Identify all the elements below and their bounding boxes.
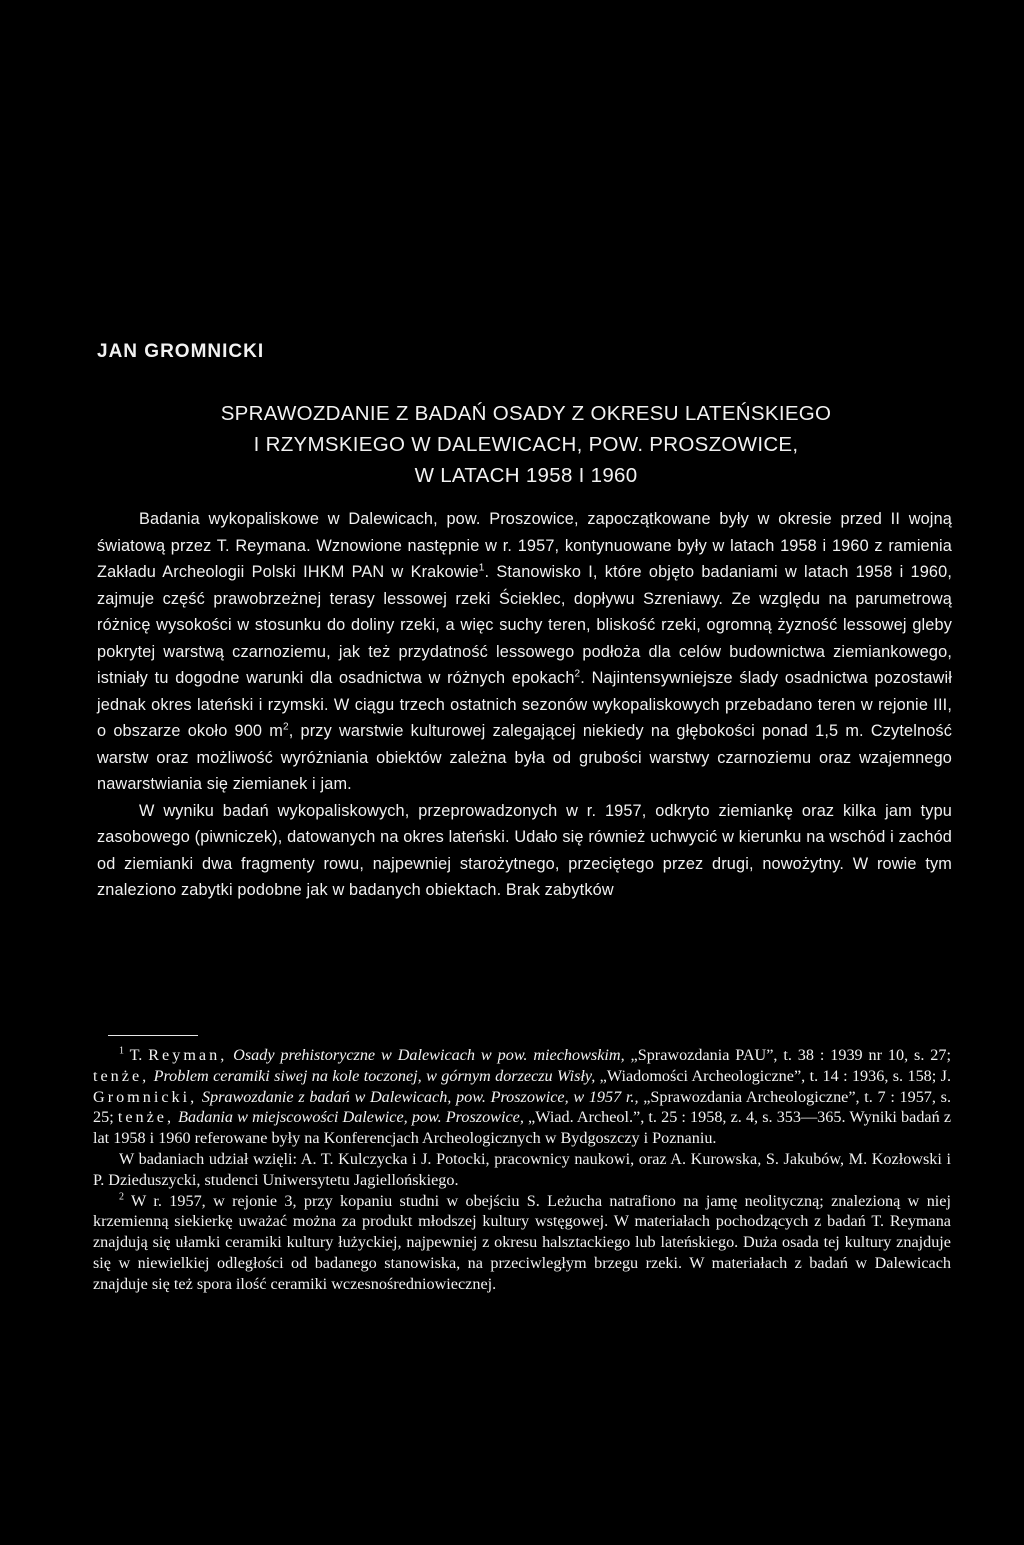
citation-title: Badania w miejscowości Dalewice, pow. Proszowice, (174, 1108, 524, 1127)
footnote-text-run: „Sprawozdania Archeologiczne”, t. 7 : 1957, s. 25; (93, 1087, 951, 1127)
citation-title: Sprawozdanie z badań w Dalewicach, pow. Proszowice, w 1957 r., (197, 1087, 639, 1106)
footnote-text-run: T. (124, 1046, 149, 1064)
citation-title: Problem ceramiki siwej na kole toczonej, w górnym dorzeczu Wisły, (149, 1066, 596, 1085)
body-paragraph-2: W wyniku badań wykopaliskowych, przeprowadzonych w r. 1957, odkryto ziemiankę oraz kilka jam typu zasobowego (piwniczek), datowanych na okres lateński. Udało się również uchwycić w kierunku na wschód i zachód od ziemianki dwa fragmenty rowu, najpewniej starożytnego, przeciętego przez drugi, nowożytny. W rowie tym znaleziono zabytki podobne jak w badanych obiektach. Brak zabytków (97, 801, 952, 899)
footnote-ref-1: 1 (478, 562, 485, 574)
spaced-author-name: tenże, (117, 1108, 175, 1127)
spaced-author-name: tenże, (93, 1066, 150, 1085)
footnote-text-run: „Wiad. Archeol.”, t. 25 : 1958, z. 4, s. 353—365. Wyniki badań z lat 1958 i 1960 referowane były na Konferencjach Archeologicznych w Bydgoszczy i Poznaniu. (93, 1108, 952, 1148)
spaced-author-name: Gromnicki, (93, 1087, 198, 1106)
title-line-3: W LATACH 1958 I 1960 (414, 464, 638, 487)
footnote-text-run: W r. 1957, w rejonie 3, przy kopaniu studni w obejściu S. Leżucha natrafiono na jamę neolityczną; znalezioną w niej krzemienną siekierkę uważać można za produkt młodszej kultury wstęgowej. W materiałach pochodzących z badań T. Reymana znajdują się ułamki ceramiki kultury łużyckiej, najpewniej z okresu halsztackiego lub lateńskiego. Duża osada tej kultury znajduje się w niewielkiej odległości od badanego stanowiska, na przeciwległym brzegu rzeki. W materiałach z badań w Dalewicach znajduje się też spora ilość ceramiki wczesnośredniowiecznej. (93, 1191, 951, 1293)
footnote-number: 2 (119, 1191, 124, 1203)
footnote-separator (108, 1035, 198, 1036)
footnotes (93, 1045, 951, 1295)
spaced-author-name: Reyman, (148, 1046, 228, 1064)
footnote-1-continuation: W badaniach udział wzięli: A. T. Kulczycka i J. Potocki, pracownicy naukowi, oraz A. Kurowska, S. Jakubów, M. Kozłowski i P. Dzieduszycki, studenci Uniwersytetu Jagiellońskiego. (93, 1149, 951, 1189)
footnote-text-run: „Sprawozdania PAU”, t. 38 : 1939 nr 10, s. 27; (624, 1046, 951, 1064)
superscript-square: 2 (282, 721, 289, 733)
body-text-run: Badania wykopaliskowe w Dalewicach, pow. Proszowice, zapoczątkowane były w okresie przed II wojną światową przez T. Reymana. Wznowione następnie w r. 1957, kontynuowane były w latach 1958 i 1960 z ramienia Zakładu Archeologii Polski IHKM PAN w Krakowie (97, 510, 952, 581)
body-text-run: , przy warstwie kulturowej zalegającej niekiedy na głębokości ponad 1,5 m. Czytelność warstw oraz możliwość wyróżniania obiektów zależna była od grubości warstwy czarnoziemu oraz wzajemnego nawarstwiania się ziemianek i jam. (97, 722, 952, 793)
footnote-2 (93, 1191, 951, 1295)
author-name: JAN GROMNICKI (97, 341, 265, 362)
footnote-text-run: „Wiadomości Archeologiczne”, t. 14 : 1936, s. 158; J. (595, 1066, 951, 1085)
main-text (97, 506, 952, 904)
footnote-1 (93, 1045, 951, 1149)
citation-title: Osady prehistoryczne w Dalewicach w pow. miechowskim, (227, 1046, 625, 1064)
title-line-2: I RZYMSKIEGO W DALEWICACH, POW. PROSZOWICE, (253, 433, 799, 456)
article-title (97, 398, 955, 491)
body-text-run: . Stanowisko I, które objęto badaniami w latach 1958 i 1960, zajmuje część prawobrzeżnej terasy lessowej rzeki Ścieklec, dopływu Szreniawy. Ze względu na parumetrową różnicę wysokości w stosunku do doliny rzeki, a więc suchy teren, bliskość rzeki, ogromną żyzność lessowej gleby pokrytej warstwą czarnoziemu, jak też przydatność lessowego podłoża dla celów budownictwa ziemiankowego, istniały tu dogodne warunki dla osadnictwa w różnych epokach (97, 563, 953, 687)
body-paragraph-1 (97, 506, 952, 798)
footnote-number: 1 (119, 1045, 124, 1057)
footnote-ref-2: 2 (574, 668, 581, 680)
title-line-1: SPRAWOZDANIE Z BADAŃ OSADY Z OKRESU LATEŃSKIEGO (220, 402, 832, 425)
body-text-run: . Najintensywniejsze ślady osadnictwa pozostawił jednak okres lateński i rzymski. W ciągu trzech ostatnich sezonów wykopaliskowych przebadano teren w rejonie III, o obszarze około 900 m (97, 669, 952, 740)
